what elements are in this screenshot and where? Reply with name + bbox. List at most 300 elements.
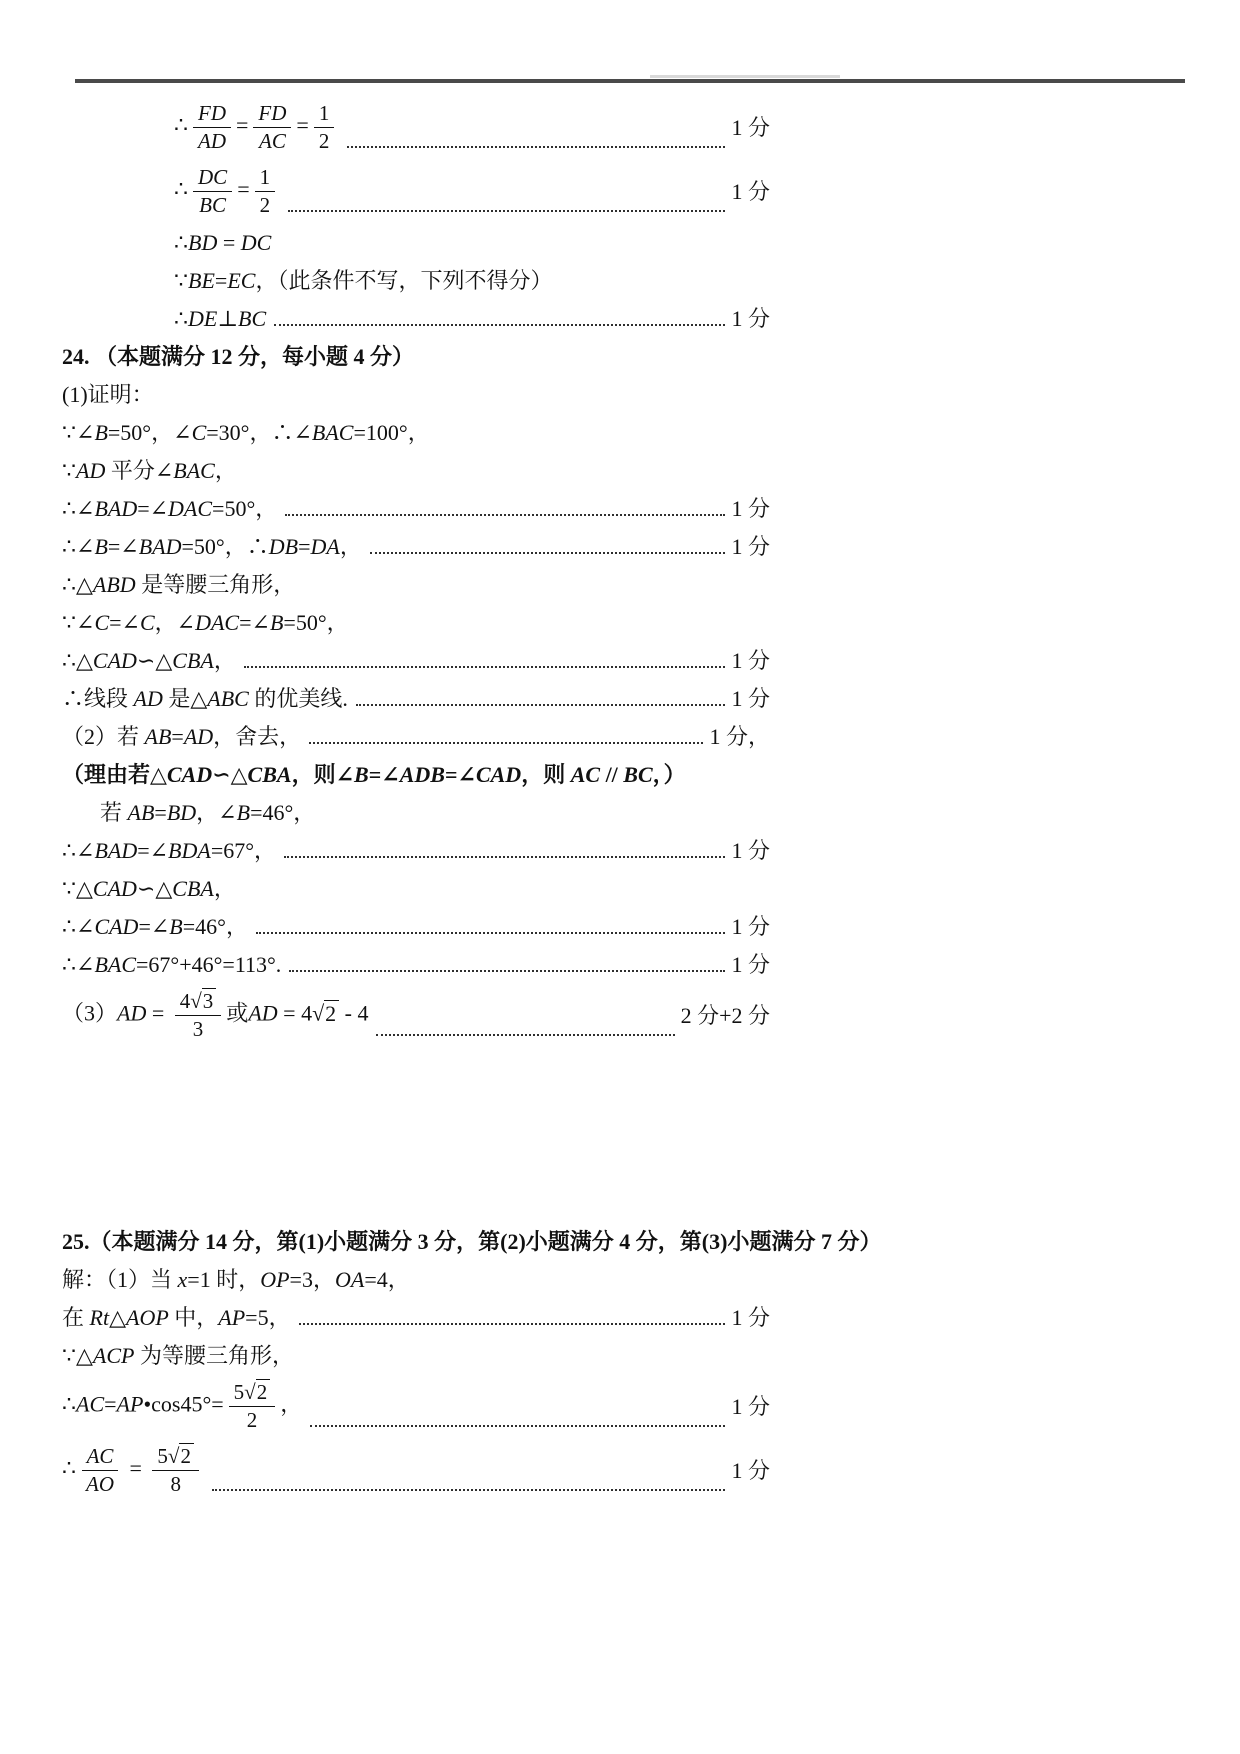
score-label: 1 分 (731, 114, 770, 140)
math-text: ∴ (174, 112, 188, 138)
radical-sign: √ (167, 1444, 180, 1468)
line-content (62, 912, 248, 942)
math-text: ∴ (174, 229, 188, 255)
math-variable: AD (133, 685, 163, 711)
fraction-numerator (193, 165, 232, 192)
radical (234, 1379, 271, 1404)
answer-sheet-body (62, 92, 1202, 1506)
math-text: =46° (182, 913, 226, 939)
fraction-denominator (254, 128, 291, 154)
fraction-numerator (255, 165, 276, 192)
math-variable: BD (188, 229, 218, 255)
math-variable: CBA (172, 875, 214, 901)
math-variable: DC (240, 229, 272, 255)
dotted-leader (274, 322, 725, 326)
chinese-text: ， (249, 419, 272, 445)
q24-line-db-da (62, 531, 770, 562)
fraction-denominator (81, 1471, 119, 1497)
math-text: 3 (192, 1017, 204, 1041)
chinese-text: ， (326, 609, 349, 635)
math-text: =50° (212, 495, 256, 521)
score-label: 2 分+2 分 (680, 1002, 770, 1028)
math-text: ∠ (154, 457, 174, 483)
q24-line-bisector (62, 455, 1202, 486)
radical-coefficient: 4 (301, 1000, 313, 1026)
math-variable: AOP (126, 1304, 169, 1330)
q25-line-solve (62, 1264, 1202, 1295)
math-text: ∵∠ (62, 419, 95, 445)
math-variable: BAD (138, 533, 182, 559)
q24-line-ab-bd (100, 797, 1202, 828)
q23-line-be-ec (174, 265, 1202, 296)
fraction-denominator (194, 192, 231, 218)
math-text: = (217, 229, 241, 255)
math-text: △ (109, 1304, 126, 1330)
math-variable: ADB (399, 761, 445, 787)
q24-proof-label (62, 379, 1202, 410)
chinese-text: ， (154, 609, 177, 635)
math-variable: Rt (89, 1304, 110, 1330)
q24-part3-line (62, 987, 770, 1044)
q24-line-angle-c (62, 607, 1202, 638)
fraction (314, 101, 335, 154)
chinese-text: ， (224, 533, 247, 559)
fraction (255, 165, 276, 218)
radical-sign: √ (244, 1380, 256, 1404)
chinese-text: 是等腰三角形， (135, 571, 296, 597)
line-content (62, 950, 281, 980)
fraction (175, 989, 222, 1042)
math-variable: BAC (173, 457, 215, 483)
math-text: ∴ (62, 1455, 76, 1481)
q23-line-fd-ratio (174, 99, 770, 156)
math-text: = (236, 112, 249, 138)
math-text: =∠ (107, 533, 139, 559)
line-content (62, 1227, 881, 1257)
chinese-text: （2）若 (62, 723, 145, 749)
math-text: = (154, 799, 167, 825)
math-text: ∴ (246, 533, 269, 559)
line-content (100, 798, 315, 828)
radical-coefficient: 4 (179, 989, 191, 1013)
math-text: △ (190, 685, 208, 711)
math-variable: BD (166, 799, 197, 825)
radical-coefficient: 5 (233, 1380, 245, 1404)
dotted-leader (376, 1032, 674, 1036)
chinese-text: 25.（本题满分 14 分，第(1)小题满分 3 分，第(2)小题满分 4 分，第(3)小题满分 7 分） (62, 1228, 882, 1254)
radical (301, 1000, 339, 1026)
chinese-text: 或 (226, 1000, 249, 1026)
chinese-text: ， (196, 799, 219, 825)
fraction (81, 1444, 119, 1497)
line-content (62, 1341, 294, 1371)
fraction-numerator (193, 101, 231, 128)
math-text: =∠ (137, 837, 169, 863)
math-variable: CBA (247, 761, 292, 787)
chinese-text: ， (339, 533, 362, 559)
line-content (62, 532, 362, 562)
line-content (174, 163, 280, 220)
score-label: 1 分 (731, 1393, 770, 1419)
line-content (62, 1303, 291, 1333)
line-content (62, 1442, 204, 1499)
faint-print-artifact (650, 75, 840, 78)
math-text: 2 (246, 1408, 258, 1432)
dotted-leader (347, 144, 725, 148)
math-variable: C (94, 609, 110, 635)
score-label: 1 分 (731, 305, 770, 331)
math-variable: ABC (207, 685, 249, 711)
math-variable: AD (183, 723, 214, 749)
fraction (253, 101, 291, 154)
math-variable: C (191, 419, 207, 445)
dotted-leader (244, 664, 726, 668)
math-variable: BC (238, 305, 267, 331)
q24-line-similar2 (62, 873, 1202, 904)
math-variable: OA (334, 1266, 365, 1292)
header-divider-rule (75, 79, 1185, 83)
dotted-leader (285, 512, 725, 516)
math-text: 8 (170, 1472, 181, 1496)
math-text: =∠ (137, 495, 169, 521)
math-text: 1 (259, 165, 271, 189)
fraction-numerator (152, 1444, 199, 1471)
math-variable: ABD (92, 571, 136, 597)
line-content (62, 646, 236, 676)
math-text: =∠ (368, 761, 400, 787)
q24-line-cad-b (62, 911, 770, 942)
math-text: =46° (250, 799, 294, 825)
q24-line-bac-113 (62, 949, 770, 980)
math-text: ∠ (218, 799, 237, 825)
math-text: =∠ (109, 609, 140, 635)
math-text: =67°+46°=113°. (136, 951, 282, 977)
chinese-text: 平分 (105, 457, 155, 483)
math-text: = (124, 1455, 148, 1481)
radical-sign: √ (312, 1000, 325, 1026)
math-variable: BE (188, 267, 215, 293)
math-text: =1 (187, 1266, 211, 1292)
chinese-text: ，则 (291, 761, 336, 787)
dotted-leader (284, 854, 725, 858)
fraction-numerator (314, 101, 335, 128)
math-text: ∴∠ (62, 913, 95, 939)
chinese-text: 时， (210, 1266, 261, 1292)
math-variable: B (354, 761, 369, 787)
q23-line-bd-dc (174, 227, 1202, 258)
chinese-text: 若 (100, 799, 128, 825)
score-label: 1 分 (731, 951, 770, 977)
chinese-text: ， (293, 799, 316, 825)
line-content (62, 987, 368, 1044)
math-variable: CAD (92, 647, 137, 673)
radicand: 3 (202, 988, 217, 1013)
math-text: ∵△ (62, 1342, 93, 1368)
math-text: = (296, 112, 309, 138)
math-text: ∴ (174, 176, 188, 202)
math-variable: x (177, 1266, 188, 1292)
math-variable: CAD (92, 875, 137, 901)
math-variable: B (269, 609, 284, 635)
dotted-leader (288, 208, 725, 212)
math-variable: DE (188, 305, 218, 331)
q23-line-dc-ratio (174, 163, 770, 220)
math-variable: CAD (475, 761, 522, 787)
math-text: ∴∠ (62, 837, 95, 863)
dotted-leader (356, 702, 726, 706)
score-label: 1 分， (709, 723, 770, 749)
math-text: ∵△ (62, 875, 93, 901)
math-text: 1 (318, 101, 330, 125)
fraction-denominator (188, 1016, 209, 1042)
q24-line-angles (62, 417, 1202, 448)
chinese-text: ， (280, 1391, 303, 1417)
math-variable: CBA (172, 647, 214, 673)
q24-line-youmei (62, 683, 770, 714)
math-text: = (171, 723, 184, 749)
chinese-text: 证明： (87, 381, 154, 407)
q24-reason-line (62, 759, 1202, 790)
math-variable: CAD (94, 913, 139, 939)
math-variable: AD (76, 457, 106, 483)
math-text: - 4 (339, 1000, 369, 1026)
math-variable: AP (218, 1304, 246, 1330)
q25-line-rt-aop (62, 1302, 770, 1333)
math-text: ∴∠ (62, 533, 95, 559)
math-text: ∴ (62, 1391, 76, 1417)
score-label: 1 分 (731, 685, 770, 711)
q25-line-ac-ao (62, 1442, 770, 1499)
score-label: 1 分 (731, 533, 770, 559)
line-content (62, 1378, 302, 1435)
math-text: ∴△ (62, 647, 93, 673)
line-content (62, 608, 349, 638)
question-24-heading (62, 341, 1202, 372)
radicand: 2 (256, 1379, 271, 1404)
q24-line-isosceles (62, 569, 1202, 600)
q24-part2-line (62, 721, 770, 752)
chinese-text: 中， (168, 1304, 219, 1330)
line-content (62, 760, 686, 790)
math-variable: B (94, 419, 108, 445)
line-content (62, 342, 414, 372)
math-text: =50° (283, 609, 327, 635)
math-text: ∵∠ (62, 609, 95, 635)
math-text: = (237, 176, 250, 202)
math-text: ∽△ (136, 647, 173, 673)
math-text: ⊥ (217, 305, 239, 331)
chinese-text: 为等腰三角形， (134, 1342, 294, 1368)
math-text: ∴∠ (62, 951, 95, 977)
q24-line-bad-dac (62, 493, 770, 524)
math-variable: DB (268, 533, 299, 559)
radical (157, 1443, 194, 1468)
line-content (174, 304, 266, 334)
math-variable: AD (248, 1000, 278, 1026)
fraction-denominator (165, 1471, 186, 1497)
math-variable: FD (258, 101, 287, 125)
math-text: =30° (206, 419, 250, 445)
math-text: = (104, 1391, 117, 1417)
chinese-text: ， (213, 647, 236, 673)
math-variable: AC (259, 129, 286, 153)
math-text: ∴∠ (271, 419, 312, 445)
fraction (152, 1444, 199, 1497)
math-text: ∠ (335, 761, 355, 787)
chinese-text: ， (254, 837, 277, 863)
math-variable: OP (260, 1266, 290, 1292)
chinese-text: （理由若 (62, 761, 151, 787)
math-text: ∽△ (136, 875, 173, 901)
math-text: ∵ (174, 267, 188, 293)
math-variable: DAC (168, 495, 213, 521)
score-label: 1 分 (731, 1304, 770, 1330)
fraction-denominator (242, 1407, 263, 1433)
math-text: = (298, 533, 311, 559)
fraction (193, 101, 231, 154)
line-content (62, 684, 348, 714)
math-text: ∴△ (62, 571, 93, 597)
math-text: △ (150, 761, 167, 787)
math-text: =∠ (444, 761, 476, 787)
chinese-text: ， (214, 457, 237, 483)
dotted-leader (309, 740, 703, 744)
math-text: ∴ (174, 305, 188, 331)
math-variable: BC (623, 761, 653, 787)
dotted-leader (299, 1321, 726, 1325)
math-text: ∵ (62, 457, 76, 483)
line-content (62, 494, 277, 524)
math-text: (1) (62, 381, 88, 407)
math-variable: AP (116, 1391, 144, 1417)
radical-sign: √ (190, 989, 202, 1013)
score-label: 1 分 (731, 837, 770, 863)
math-text: = (146, 1000, 170, 1026)
math-text: =50° (107, 419, 152, 445)
line-content (62, 836, 276, 866)
q25-line-ac-cos (62, 1378, 770, 1435)
math-text: ∠ (176, 609, 196, 635)
chinese-text: 24. （本题满分 12 分，每小题 4 分） (62, 343, 415, 369)
chinese-text: 在 (62, 1304, 90, 1330)
chinese-text: ， (213, 875, 236, 901)
math-variable: BC (199, 193, 227, 217)
fraction-numerator (229, 1380, 276, 1407)
score-label: 1 分 (731, 1457, 770, 1483)
math-text: =50° (181, 533, 225, 559)
line-content (62, 570, 295, 600)
math-variable: AB (144, 723, 172, 749)
math-variable: BAD (94, 837, 138, 863)
q23-line-de-bc (174, 303, 770, 334)
fraction-numerator (253, 101, 291, 128)
chinese-text: 线段 (84, 685, 134, 711)
line-content (62, 874, 236, 904)
math-variable: C (139, 609, 155, 635)
math-variable: AC (86, 1444, 114, 1468)
chinese-text: ， (225, 913, 248, 939)
math-variable: B (169, 913, 183, 939)
radical (180, 988, 217, 1013)
math-variable: AC (570, 761, 601, 787)
math-variable: DAC (195, 609, 240, 635)
chinese-text: ，舍去， (213, 723, 302, 749)
math-variable: AC (76, 1391, 105, 1417)
math-variable: AD (198, 129, 226, 153)
dotted-leader (289, 968, 725, 972)
math-variable: B (94, 533, 108, 559)
math-variable: DA (310, 533, 340, 559)
chinese-text: ，） (652, 761, 686, 787)
score-label: 1 分 (731, 647, 770, 673)
chinese-text: ， (151, 419, 174, 445)
fraction-denominator (314, 128, 335, 154)
math-variable: FD (198, 101, 226, 125)
math-variable: AD (117, 1000, 147, 1026)
math-variable: BDA (168, 837, 211, 863)
math-variable: CAD (166, 761, 213, 787)
math-text: ∽△ (212, 761, 248, 787)
score-label: 1 分 (731, 178, 770, 204)
q24-line-bad-bda (62, 835, 770, 866)
math-variable: ACP (92, 1342, 135, 1368)
radicand: 2 (179, 1443, 194, 1468)
question-25-heading (62, 1226, 1202, 1257)
line-content (62, 380, 154, 410)
line-content (174, 266, 552, 296)
line-content (62, 456, 237, 486)
math-variable: BAD (94, 495, 138, 521)
line-content (62, 722, 301, 752)
line-content (174, 99, 339, 156)
chinese-text: ， (268, 1304, 291, 1330)
math-text: ∴ (62, 685, 85, 711)
chinese-text: ， (312, 1266, 335, 1292)
chinese-text: （3） (62, 1000, 118, 1026)
math-text: =3 (289, 1266, 313, 1292)
math-text: ∠ (173, 419, 192, 445)
math-text: •cos45°= (143, 1391, 224, 1417)
fraction-numerator (82, 1444, 119, 1471)
fraction-denominator (255, 192, 276, 218)
chinese-text: ，（此条件不写，下列不得分） (255, 267, 553, 293)
dotted-leader (310, 1423, 725, 1427)
q24-line-similar (62, 645, 770, 676)
dotted-leader (212, 1487, 726, 1491)
fraction (229, 1380, 276, 1433)
radicand: 2 (324, 1000, 339, 1026)
math-text: 2 (259, 193, 271, 217)
math-variable: BAC (311, 419, 354, 445)
math-text: =∠ (138, 913, 170, 939)
chinese-text: ，则 (521, 761, 571, 787)
chinese-text: ， (407, 419, 430, 445)
chinese-text: 是 (162, 685, 191, 711)
radical-coefficient: 5 (157, 1444, 168, 1468)
score-label: 1 分 (731, 913, 770, 939)
math-text: =∠ (239, 609, 270, 635)
math-variable: AO (86, 1472, 114, 1496)
math-variable: AB (127, 799, 155, 825)
chinese-text: 的优美线. (248, 685, 348, 711)
line-content (174, 228, 271, 258)
math-variable: EC (227, 267, 256, 293)
math-text: 2 (318, 129, 330, 153)
line-content (62, 1265, 410, 1295)
math-variable: B (236, 799, 251, 825)
math-text: =4 (364, 1266, 388, 1292)
math-text: =67° (210, 837, 255, 863)
